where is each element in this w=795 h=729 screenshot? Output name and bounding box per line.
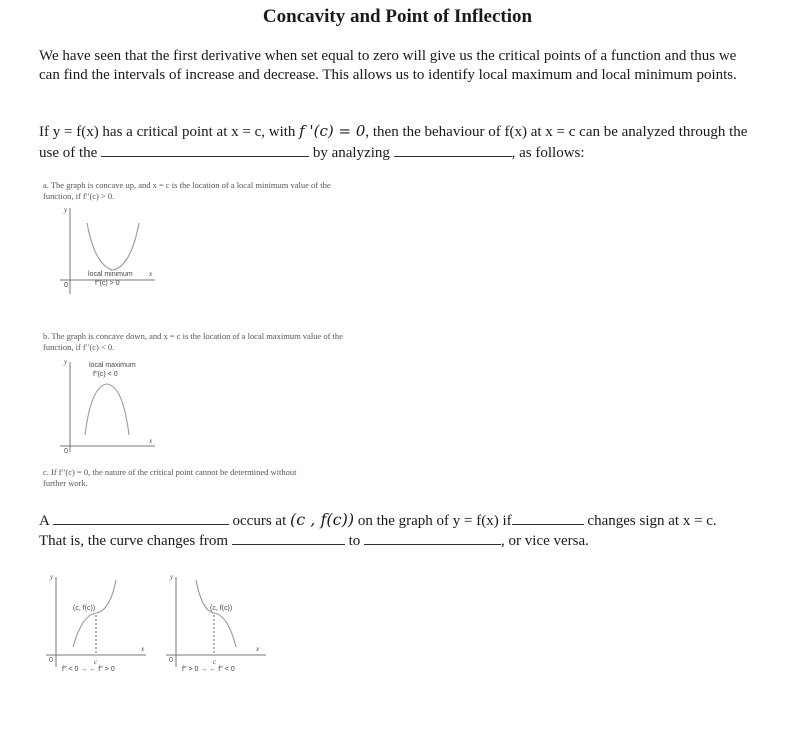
case-a-text: a. The graph is concave up, and x = c is the location of a local minimum value of the function, if f′′(c) > 0. — [43, 180, 331, 201]
critical-point-paragraph — [39, 121, 759, 164]
inflection-curve — [73, 580, 116, 647]
to-text: to — [348, 533, 361, 549]
changes-sign-text: changes sign at x = c. — [587, 513, 717, 529]
para2-part1: If y = f(x) has a critical point at x = c, with — [39, 124, 300, 140]
blank-inflection-term[interactable] — [53, 511, 229, 525]
para2-part4: , as follows: — [511, 145, 585, 161]
x-axis-label: x — [141, 645, 145, 653]
origin-label: 0 — [64, 448, 68, 455]
y-axis-label: y — [170, 573, 174, 581]
origin-label: 0 — [49, 657, 53, 664]
para2-part3: by analyzing — [309, 145, 394, 161]
graph-local-maximum — [55, 360, 165, 455]
para2-part2: , then the behaviour of f(x) at x = c can be analyzed through the use of the — [39, 124, 748, 161]
occurs-text: occurs at — [232, 513, 287, 529]
origin-label: 0 — [64, 282, 68, 289]
vice-versa-text: , or vice versa. — [501, 533, 589, 549]
that-is-text: That is, the curve changes from — [39, 533, 229, 549]
blank-test-name[interactable] — [101, 143, 309, 157]
second-derivative-positive-label: f′′(c) > 0 — [95, 280, 120, 287]
local-minimum-label: local minimum — [88, 271, 133, 278]
a-word: A — [39, 513, 50, 529]
blank-from-concavity[interactable] — [232, 531, 345, 545]
y-axis-label: y — [64, 358, 68, 366]
blank-sign-change-term[interactable] — [512, 511, 584, 525]
concave-down-curve — [85, 384, 129, 435]
second-derivative-negative-label: f′′(c) < 0 — [93, 371, 118, 378]
intro-paragraph: We have seen that the first derivative when set equal to zero will give us the critical points of a function and thus we can find the intervals of increase and decrease. This allows us to identify local maximum and local minimum points. — [39, 48, 737, 83]
derivative-expression: f '(c) = 0 — [299, 122, 366, 140]
on-graph-text: on the graph of y = f(x) if — [357, 513, 512, 529]
c-label: c — [94, 658, 98, 666]
case-c-text: c. If f′′(c) = 0, the nature of the critical point cannot be determined without further work. — [43, 467, 297, 488]
right-sign-caption: f′′ > 0 → ← f′′ < 0 — [182, 666, 235, 673]
case-b-text: b. The graph is concave down, and x = c is the location of a local maximum value of the function, if f′′(c) < 0. — [43, 331, 343, 352]
inflection-point-label: (c, f(c)) — [73, 605, 96, 612]
origin-label: 0 — [169, 657, 173, 664]
graph-local-minimum — [55, 208, 165, 298]
y-axis-label: y — [64, 206, 68, 214]
x-axis-label: x — [149, 270, 153, 278]
left-sign-caption: f′′ < 0 → ← f′′ > 0 — [62, 666, 115, 673]
curve-change-line — [39, 531, 589, 550]
concave-up-curve — [87, 223, 139, 270]
inflection-point-label: (c, f(c)) — [210, 605, 233, 612]
page-title: Concavity and Point of Inflection — [262, 6, 533, 27]
x-axis-label: x — [149, 437, 153, 445]
c-label: c — [213, 658, 217, 666]
local-maximum-label: local maximum — [89, 362, 136, 369]
inflection-curve — [196, 580, 236, 647]
graph-inflection-left — [38, 575, 158, 675]
x-axis-label: x — [256, 645, 260, 653]
blank-analyze-what[interactable] — [394, 143, 512, 157]
graph-inflection-right — [158, 575, 278, 675]
inflection-point-expression: (c , f(c)) — [290, 510, 355, 529]
y-axis-label: y — [50, 573, 54, 581]
inflection-definition-line — [39, 510, 717, 530]
blank-to-concavity[interactable] — [364, 531, 501, 545]
